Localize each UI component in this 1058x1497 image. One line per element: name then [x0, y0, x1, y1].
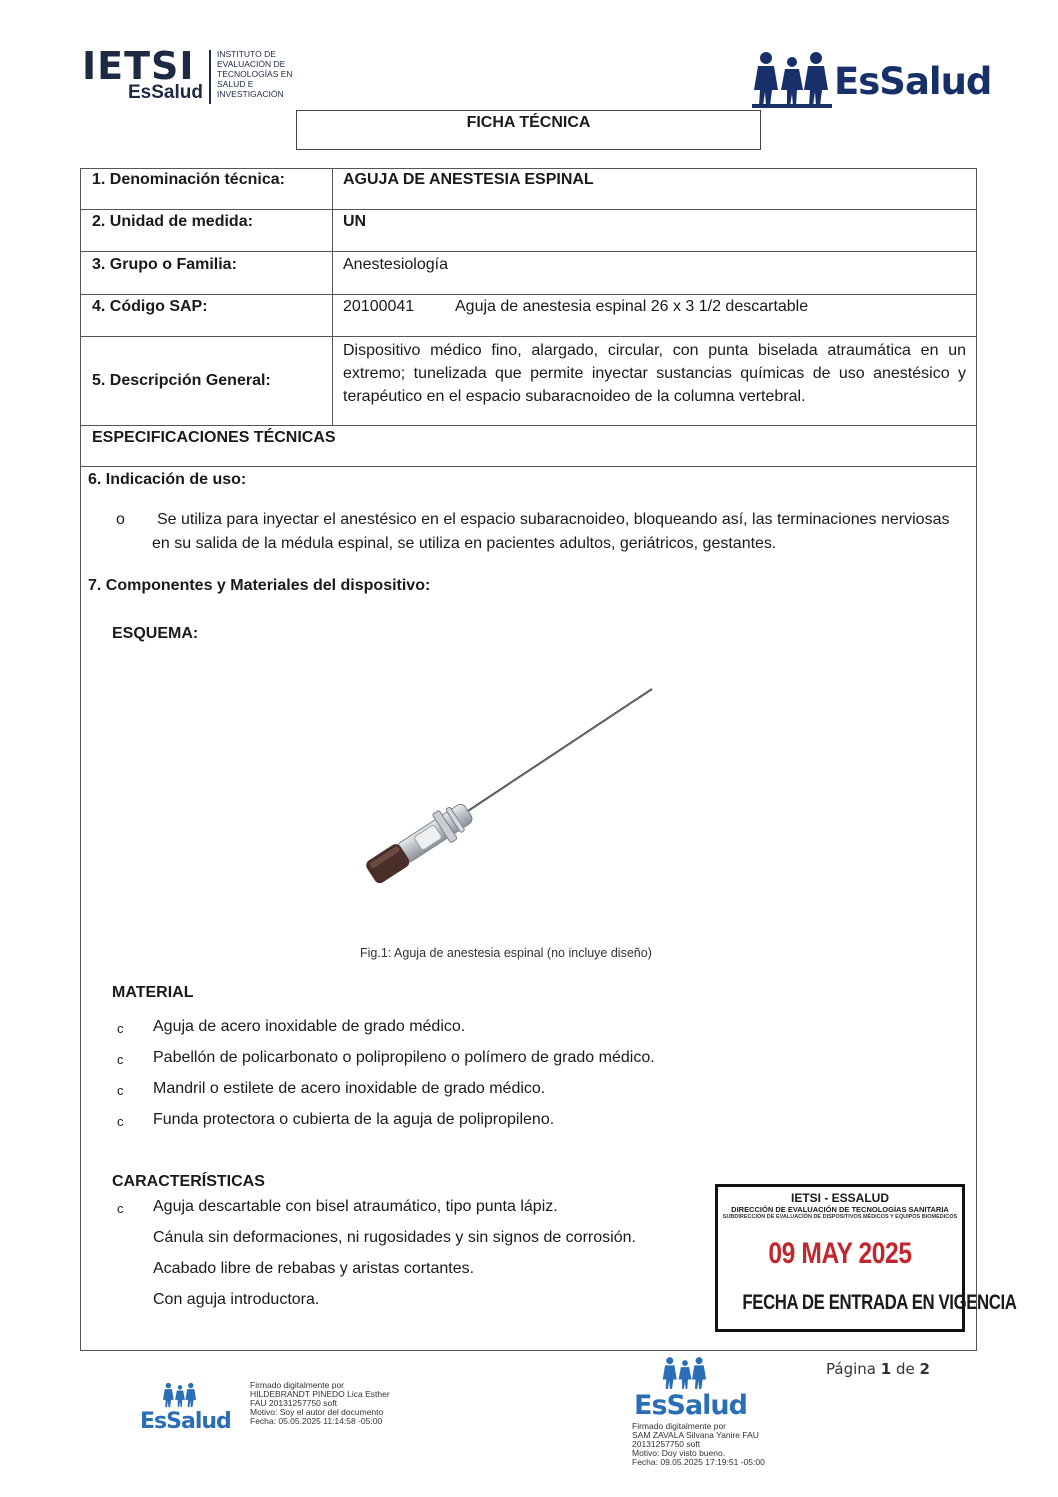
material-item: Aguja de acero inoxidable de grado médico.: [153, 1018, 466, 1035]
material-item: Pabellón de policarbonato o polipropileno o polímero de grado médico.: [153, 1049, 655, 1066]
table-column-divider: [332, 168, 333, 425]
row-value-descripcion: Dispositivo médico fino, alargado, circular, con punta biselada atraumática en un extremo; tunelizada que permite inyectar sustancias químicas de uso anestésico y terapéutico en el espacio subaracnoideo de la columna vertebral.: [343, 342, 966, 405]
signature-line: HILDEBRANDT PINEDO Lica Esther: [250, 1389, 390, 1399]
row-label-codigo-sap: 4. Código SAP:: [92, 298, 208, 315]
ietsi-inst-line: INVESTIGACIÓN: [217, 89, 284, 99]
row-value-unidad: UN: [343, 213, 367, 230]
table-rule: [80, 168, 977, 169]
page-current: 1: [880, 1360, 892, 1378]
signature-1-text: [250, 1381, 390, 1426]
spinal-needle-image: [355, 685, 660, 895]
stamp-direction: DIRECCIÓN DE EVALUACIÓN DE TECNOLOGÍAS SANITARIA: [731, 1205, 949, 1214]
material-title: MATERIAL: [112, 984, 194, 1001]
essalud-wordmark: EsSalud: [834, 60, 992, 103]
row-label-unidad: 2. Unidad de medida:: [92, 213, 253, 230]
section-6-title: 6. Indicación de uso:: [88, 471, 247, 488]
material-item: Mandril o estilete de acero inoxidable de grado médico.: [153, 1080, 546, 1097]
ietsi-logo: [82, 44, 302, 108]
row-label-grupo: 3. Grupo o Familia:: [92, 256, 237, 273]
esquema-label: ESQUEMA:: [112, 625, 199, 642]
signature-2-text: [632, 1422, 765, 1467]
essalud-family-icon: [657, 1356, 713, 1390]
signature-line: Firmado digitalmente por: [632, 1421, 727, 1431]
signature-line: FAU 20131257750 soft: [250, 1398, 337, 1408]
signature-2-logo: [632, 1356, 747, 1422]
caracteristica-item: Aguja descartable con bisel atraumático, tipo punta lápiz.: [153, 1198, 558, 1215]
signature-line: Firmado digitalmente por: [250, 1380, 345, 1390]
ietsi-inst-line: INSTITUTO DE: [217, 49, 276, 59]
table-rule: [80, 294, 977, 295]
signature-1-logo: [140, 1382, 230, 1437]
material-bullet: c: [117, 1114, 124, 1129]
page-total: 2: [919, 1360, 930, 1378]
material-bullet: c: [117, 1021, 124, 1036]
signature-line: Motivo: Doy visto bueno.: [632, 1448, 726, 1458]
table-rule: [80, 251, 977, 252]
row-label-descripcion: 5. Descripción General:: [92, 372, 271, 389]
ietsi-institute-name: [217, 49, 293, 99]
page-prefix: Página: [826, 1360, 881, 1378]
stamp-date: 09 MAY 2025: [768, 1237, 912, 1270]
ietsi-logo-text: IETSI: [82, 44, 195, 88]
ietsi-logo-divider: [209, 50, 211, 104]
stamp-footer: FECHA DE ENTRADA EN VIGENCIA: [742, 1291, 1017, 1314]
caracteristica-bullet: c: [117, 1201, 124, 1216]
caracteristica-item: Con aguja introductora.: [153, 1291, 320, 1308]
material-bullet: c: [117, 1083, 124, 1098]
row-label-denominacion: 1. Denominación técnica:: [92, 171, 285, 188]
caracteristica-item: Acabado libre de rebabas y aristas cortantes.: [153, 1260, 475, 1277]
table-rule: [80, 425, 977, 426]
row-value-sap-description: Aguja de anestesia espinal 26 x 3 1/2 descartable: [455, 298, 809, 315]
page-number: [826, 1360, 930, 1378]
ietsi-inst-line: EVALUACIÓN DE: [217, 59, 286, 69]
material-item: Funda protectora o cubierta de la aguja de polipropileno.: [153, 1111, 555, 1128]
essalud-family-icon: [158, 1382, 202, 1408]
stamp-subdirection: SUBDIRECCIÓN DE EVALUACIÓN DE DISPOSITIVOS MÉDICOS Y EQUIPOS BIOMÉDICOS: [722, 1214, 958, 1220]
stamp-org: IETSI - ESSALUD: [790, 1191, 889, 1205]
signature-line: Fecha: 09.05.2025 17:19:51 -05:00: [632, 1457, 765, 1467]
material-bullet: c: [117, 1052, 124, 1067]
document-title: FICHA TÉCNICA: [296, 110, 761, 150]
validity-stamp: [715, 1184, 1017, 1332]
spec-header: ESPECIFICACIONES TÉCNICAS: [92, 429, 336, 446]
section-6-bullet: o: [116, 511, 125, 528]
table-rule: [80, 466, 977, 467]
caracteristica-item: Cánula sin deformaciones, ni rugosidades y sin signos de corrosión.: [153, 1229, 636, 1246]
page-mid: de: [891, 1360, 920, 1378]
essalud-family-icon: [752, 50, 832, 108]
caracteristicas-title: CARACTERÍSTICAS: [112, 1173, 265, 1190]
signature-1-wordmark: EsSalud: [140, 1409, 231, 1434]
ietsi-logo-essalud: EsSalud: [128, 82, 203, 103]
essalud-logo: [752, 50, 992, 108]
ietsi-inst-line: SALUD E: [217, 79, 254, 89]
section-7-title: 7. Componentes y Materiales del dispositivo:: [88, 577, 431, 594]
figure-caption: Fig.1: Aguja de anestesia espinal (no incluye diseño): [360, 946, 652, 960]
section-6-text: Se utiliza para inyectar el anestésico en el espacio subaracnoideo, bloqueando así, las terminaciones nerviosas en su salida de la médula espinal, se utiliza en pacientes adultos, geriátricos, gestantes.: [152, 511, 950, 552]
signature-line: SAM ZAVALA Silvana Yanire FAU: [632, 1430, 759, 1440]
ietsi-inst-line: TECNOLOGÍAS EN: [217, 69, 293, 79]
row-value-codigo: 20100041: [343, 298, 415, 315]
table-rule: [80, 336, 977, 337]
row-value-grupo: Anestesiología: [343, 256, 448, 273]
signature-line: 20131257750 soft: [632, 1439, 701, 1449]
signature-2-wordmark: EsSalud: [634, 1390, 747, 1421]
signature-line: Fecha: 05.05.2025 11:14:58 -05:00: [250, 1416, 383, 1426]
table-rule: [80, 209, 977, 210]
signature-line: Motivo: Soy el autor del documento: [250, 1407, 384, 1417]
row-value-denominacion: AGUJA DE ANESTESIA ESPINAL: [343, 171, 594, 188]
